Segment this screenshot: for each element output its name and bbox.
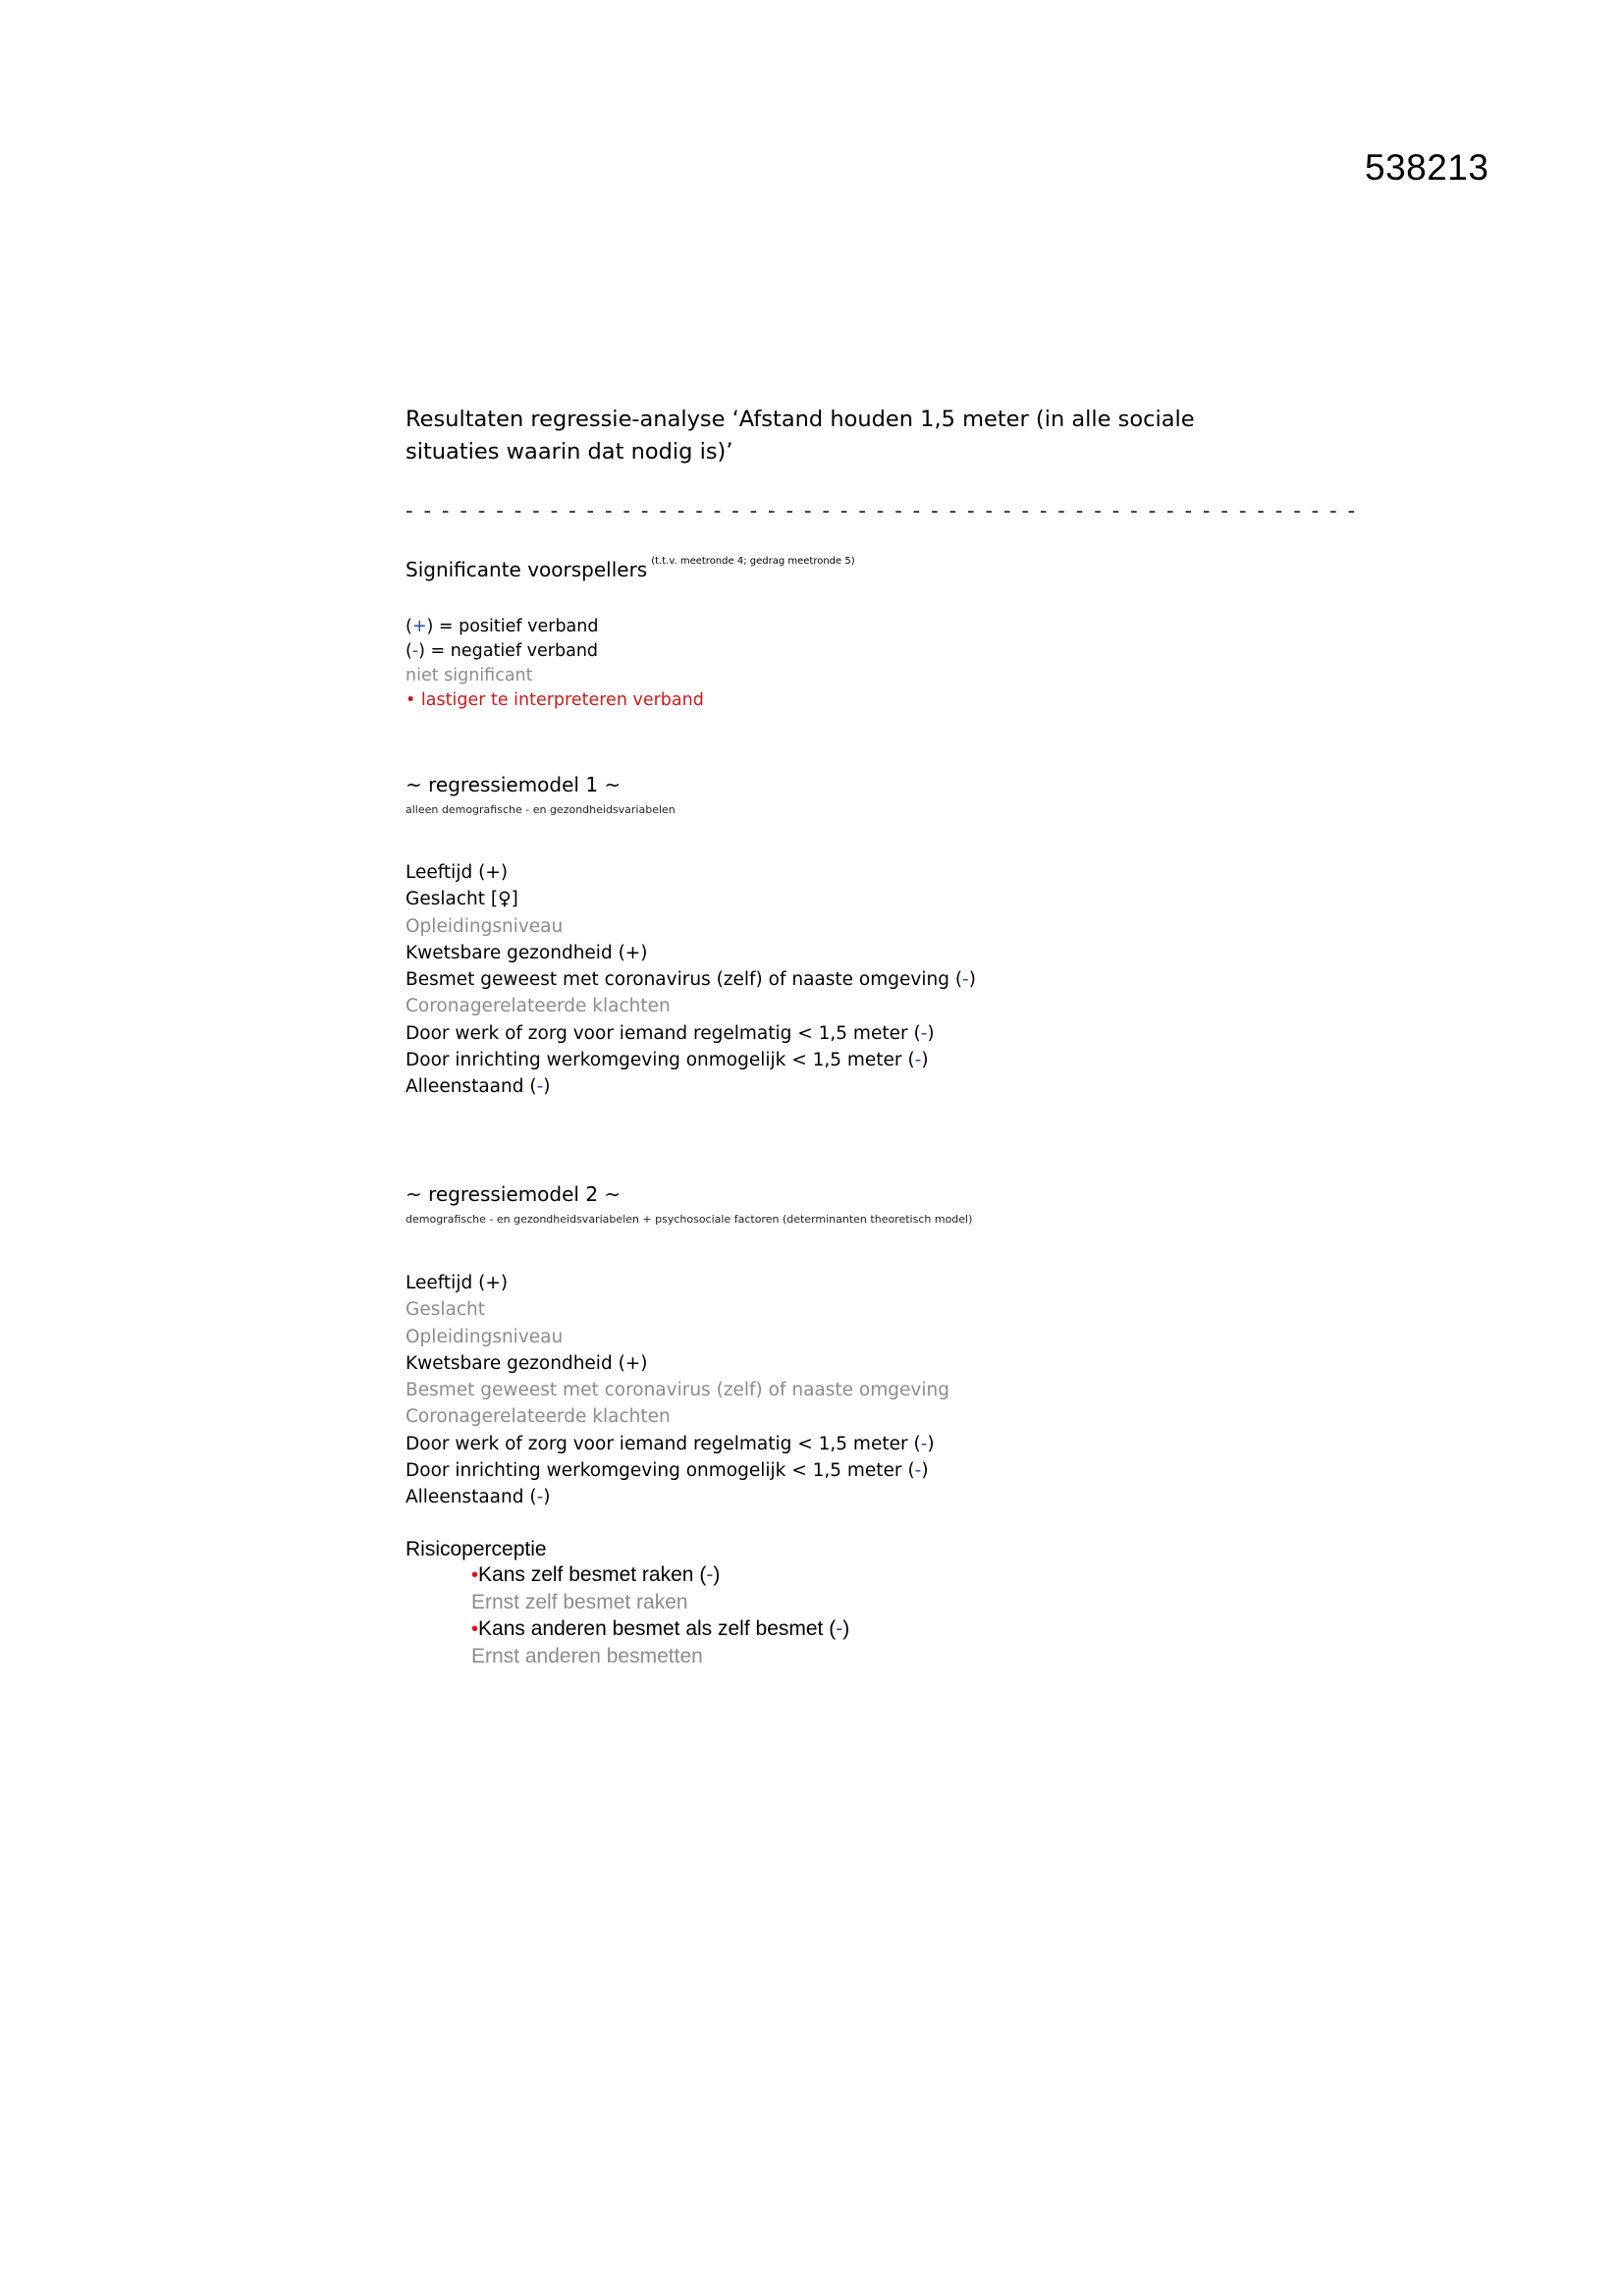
page-title-line-2: situaties waarin dat nodig is)’ (406, 439, 733, 465)
model2-item (406, 1484, 949, 1510)
model2-item-label: Door inrichting werkomgeving onmogelijk < 1,5 meter (406, 1460, 902, 1482)
legend (406, 615, 704, 713)
model2-item (406, 1403, 949, 1430)
model2-item-sign: (-) (529, 1487, 551, 1508)
legend-difficult: • lastiger te interpreteren verband (406, 690, 704, 710)
significant-heading (406, 558, 855, 581)
model2-item-label: Leeftijd (406, 1273, 473, 1293)
model2-item (406, 1270, 949, 1296)
document-number: 538213 (1365, 147, 1489, 188)
model2-item (406, 1457, 949, 1484)
risk-item (471, 1589, 849, 1615)
model1-item (406, 1047, 976, 1073)
model2-item (406, 1431, 949, 1457)
model1-item (406, 886, 976, 912)
model2-item-sign: (+) (618, 1352, 648, 1374)
model1-item-label: Alleenstaand (406, 1076, 524, 1098)
model1-item-sign: (+) (478, 862, 509, 883)
model1-item (406, 859, 976, 886)
legend-plus-sign: + (411, 617, 427, 636)
model2-item (406, 1377, 949, 1403)
risk-item-sign: (-) (829, 1617, 850, 1640)
risk-item (471, 1643, 849, 1669)
model2-subtitle: demografische - en gezondheidsvariabelen + psychosociale factoren (determinanten theoretisch model) (406, 1213, 973, 1226)
model1-heading: ~ regressiemodel 1 ~ (406, 773, 622, 796)
significant-heading-text: Significante voorspellers (406, 558, 648, 581)
risk-item-sign: (-) (699, 1563, 721, 1586)
risk-item-label: Ernst zelf besmet raken (471, 1591, 688, 1613)
model1-list (406, 859, 976, 1101)
model1-item (406, 1020, 976, 1047)
model2-list (406, 1270, 949, 1511)
legend-not-significant: niet significant (406, 666, 533, 685)
model1-item-sign: (-) (907, 1050, 929, 1071)
legend-negative: (-) = negatief verband (406, 641, 599, 661)
model2-item-label: Kwetsbare gezondheid (406, 1352, 613, 1374)
model1-item-label: Opleidingsniveau (406, 915, 564, 937)
model2-item (406, 1324, 949, 1350)
model1-item (406, 1073, 976, 1100)
page-title-line-1: Resultaten regressie-analyse ‘Afstand houden 1,5 meter (in alle sociale (406, 407, 1195, 432)
model1-subtitle: alleen demografische - en gezondheidsvariabelen (406, 803, 676, 816)
bullet-icon: • (406, 690, 416, 710)
model1-item-sign: (-) (529, 1076, 551, 1098)
risk-list (471, 1561, 849, 1669)
model2-item-label: Coronagerelateerde klachten (406, 1406, 671, 1428)
risk-item (471, 1561, 849, 1589)
separator-line: - - - - - - - - - - - - - - - - - - - - - - - - - - - - - - - - - - - - - - - - - - - - - - - - - - - - - (406, 499, 1358, 522)
model2-item-sign: (+) (478, 1273, 509, 1293)
model1-item (406, 993, 976, 1019)
model1-item-sign: (+) (618, 942, 648, 963)
bullet-icon: • (471, 1564, 479, 1586)
model2-item-label: Besmet geweest met coronavirus (zelf) of naaste omgeving (406, 1380, 949, 1401)
model2-item (406, 1350, 949, 1377)
model2-item-label: Door werk of zorg voor iemand regelmatig < 1,5 meter (406, 1433, 908, 1454)
model1-item-label: Kwetsbare gezondheid (406, 942, 613, 963)
model1-item-sign: [♀] (490, 889, 518, 910)
legend-minus-sign: - (411, 641, 419, 661)
risk-item (471, 1615, 849, 1643)
model2-item-sign: (-) (907, 1460, 929, 1482)
model1-item-label: Geslacht (406, 889, 485, 910)
model1-item-sign: (-) (954, 969, 976, 991)
model2-heading: ~ regressiemodel 2 ~ (406, 1182, 622, 1206)
risk-item-label: Kans zelf besmet raken (478, 1563, 694, 1586)
model1-item (406, 913, 976, 940)
model1-item-label: Door inrichting werkomgeving onmogelijk < 1,5 meter (406, 1050, 902, 1071)
model2-item-label: Alleenstaand (406, 1487, 524, 1508)
model1-item-label: Leeftijd (406, 862, 473, 883)
bullet-icon: • (471, 1618, 479, 1640)
model2-item-sign: (-) (913, 1433, 935, 1454)
risk-heading: Risicoperceptie (406, 1538, 547, 1560)
model1-item (406, 940, 976, 966)
model1-item-label: Besmet geweest met coronavirus (zelf) of naaste omgeving (406, 969, 949, 991)
model1-item-sign: (-) (913, 1022, 935, 1044)
model2-item (406, 1296, 949, 1323)
model1-item (406, 966, 976, 993)
model2-item-label: Geslacht (406, 1299, 485, 1321)
model1-item-label: Door werk of zorg voor iemand regelmatig < 1,5 meter (406, 1022, 908, 1044)
risk-item-label: Kans anderen besmet als zelf besmet (478, 1617, 824, 1640)
model2-item-label: Opleidingsniveau (406, 1326, 564, 1347)
legend-positive: (+) = positief verband (406, 617, 599, 636)
model1-item-label: Coronagerelateerde klachten (406, 996, 671, 1017)
risk-item-label: Ernst anderen besmetten (471, 1645, 703, 1667)
page-title (406, 404, 1195, 468)
significant-superscript: (t.t.v. meetronde 4; gedrag meetronde 5) (651, 556, 855, 567)
